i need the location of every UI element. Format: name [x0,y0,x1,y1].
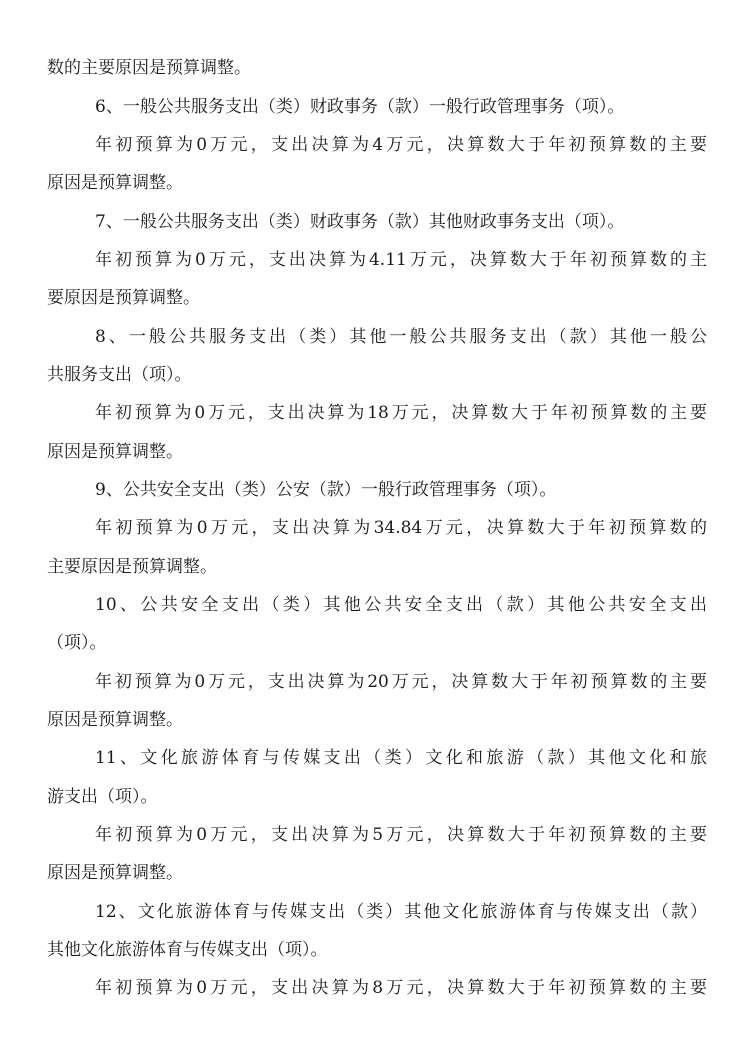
text-line: 10、公共安全支出（类）其他公共安全支出（款）其他公共安全支出 [95,595,707,615]
text-line: 年初预算为0万元，支出决算为4万元，决算数大于年初预算数的主要 [95,135,707,155]
text-line: 其他文化旅游体育与传媒支出（项）。 [47,940,328,960]
text-line: 11、文化旅游体育与传媒支出（类）文化和旅游（款）其他文化和旅 [95,748,707,768]
text-line: 原因是预算调整。 [47,442,183,462]
text-line: 年初预算为0万元，支出决算为18万元，决算数大于年初预算数的主要 [95,403,707,423]
text-line: 8、一般公共服务支出（类）其他一般公共服务支出（款）其他一般公 [95,327,707,347]
text-line: 年初预算为0万元，支出决算为8万元，决算数大于年初预算数的主要 [95,978,707,998]
text-line: 年初预算为0万元，支出决算为34.84万元，决算数大于年初预算数的 [95,518,707,538]
text-line: 原因是预算调整。 [47,710,183,730]
text-line: 年初预算为0万元，支出决算为20万元，决算数大于年初预算数的主要 [95,672,707,692]
text-line: 12、文化旅游体育与传媒支出（类）其他文化旅游体育与传媒支出（款） [95,902,707,922]
text-line: 6、一般公共服务支出（类）财政事务（款）一般行政管理事务（项）。 [95,97,625,117]
text-line: 原因是预算调整。 [47,863,183,883]
text-line: 年初预算为0万元，支出决算为4.11万元，决算数大于年初预算数的主 [95,250,707,270]
text-line: 7、一般公共服务支出（类）财政事务（款）其他财政事务支出（项）。 [95,212,625,232]
text-line: 年初预算为0万元，支出决算为5万元，决算数大于年初预算数的主要 [95,825,707,845]
text-line: 游支出（项）。 [47,787,158,807]
text-line: （项）。 [47,633,107,653]
text-line: 主要原因是预算调整。 [47,557,217,577]
text-line: 数的主要原因是预算调整。 [47,58,251,78]
text-line: 原因是预算调整。 [47,173,183,193]
text-line: 9、公共安全支出（类）公安（款）一般行政管理事务（项）。 [95,480,557,500]
text-line: 共服务支出（项）。 [47,365,192,385]
text-line: 要原因是预算调整。 [47,288,200,308]
